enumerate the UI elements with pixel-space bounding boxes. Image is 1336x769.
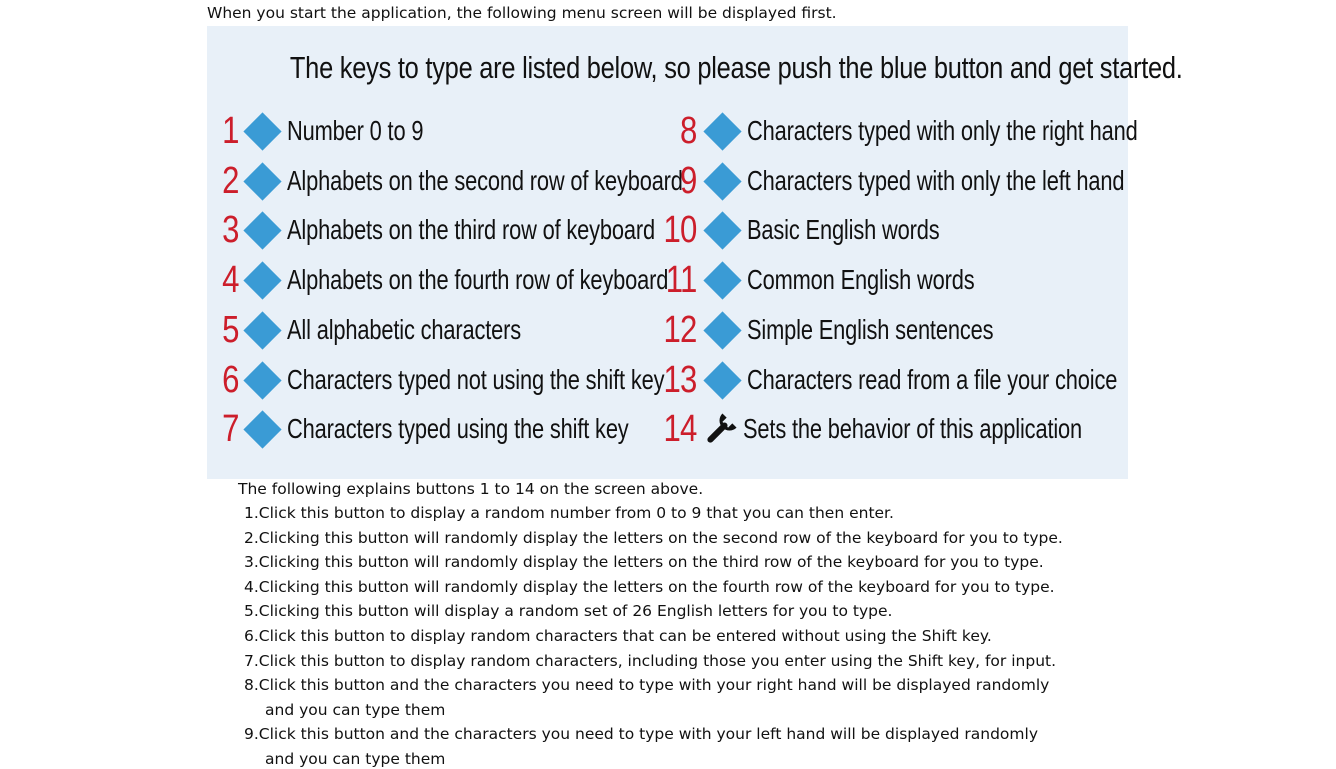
menu-number: 6 [222, 359, 239, 401]
menu-label: Characters typed using the shift key [287, 413, 629, 444]
menu-label: Characters read from a file your choice [747, 364, 1118, 395]
menu-number: 13 [663, 359, 697, 401]
diamond-icon [703, 261, 741, 299]
menu-number: 10 [663, 209, 697, 251]
menu-label: Basic English words [747, 214, 940, 245]
menu-number: 3 [222, 209, 239, 251]
diamond-icon [703, 311, 741, 349]
menu-label: Simple English sentences [747, 314, 994, 345]
menu-number: 9 [679, 160, 697, 202]
menu-screenshot-panel [207, 26, 1183, 479]
menu-button-12[interactable] [651, 308, 1063, 352]
diamond-icon [243, 211, 281, 249]
diamond-icon [243, 410, 281, 448]
menu-label: Number 0 to 9 [287, 115, 424, 146]
diamond-icon [243, 112, 281, 150]
explanation-line: 4.Clicking this button will randomly display the letters on the fourth row of the keyboard for you to type. [244, 578, 1055, 596]
menu-label: Characters typed not using the shift key [287, 364, 665, 395]
explanation-heading: The following explains buttons 1 to 14 on the screen above. [238, 480, 704, 498]
explanation-line: 6.Click this button to display random characters that can be entered without using the Shift key. [244, 627, 992, 645]
menu-number: 12 [663, 309, 697, 351]
menu-label: Sets the behavior of this application [743, 413, 1083, 444]
menu-button-1[interactable] [215, 109, 462, 153]
diamond-icon [703, 162, 741, 200]
explanation-line: 5.Clicking this button will display a random set of 26 English letters for you to type. [244, 602, 893, 620]
explanation-continuation: and you can type them [265, 701, 446, 719]
menu-number: 11 [665, 259, 697, 301]
menu-button-14[interactable] [651, 407, 1178, 451]
explanation-continuation: and you can type them [265, 750, 446, 768]
explanation-line: 9.Click this button and the characters you need to type with your left hand will be displayed randomly [244, 725, 1038, 743]
menu-button-10[interactable] [651, 208, 994, 252]
explanation-line: 7.Click this button to display random characters, including those you enter using the Shift key, for input. [244, 652, 1057, 670]
menu-button-13[interactable] [651, 358, 1222, 402]
menu-button-7[interactable] [215, 407, 725, 451]
menu-button-8[interactable] [651, 109, 1248, 153]
menu-number: 1 [222, 110, 239, 152]
explanation-line: 3.Clicking this button will randomly display the letters on the third row of the keyboard for you to type. [244, 553, 1044, 571]
diamond-icon [243, 162, 281, 200]
menu-button-11[interactable] [651, 258, 1039, 302]
menu-number: 8 [679, 110, 697, 152]
menu-label: Alphabets on the third row of keyboard [287, 214, 656, 245]
menu-headline: The keys to type are listed below, so please push the blue button and get started. [289, 50, 1183, 85]
menu-label: Common English words [747, 264, 975, 295]
menu-button-9[interactable] [651, 159, 1231, 203]
diamond-icon [703, 112, 741, 150]
diamond-icon [703, 211, 741, 249]
menu-label: Characters typed with only the left hand [747, 165, 1125, 196]
menu-number: 4 [222, 259, 239, 301]
menu-label: Alphabets on the second row of keyboard [287, 165, 683, 196]
diamond-icon [243, 361, 281, 399]
explanation-line: 8.Click this button and the characters you need to type with your right hand will be displayed randomly [244, 676, 1050, 694]
menu-number: 7 [222, 408, 239, 450]
menu-label: Alphabets on the fourth row of keyboard [287, 264, 669, 295]
menu-label: Characters typed with only the right hand [747, 115, 1138, 146]
wrench-icon [701, 409, 741, 449]
intro-text: When you start the application, the following menu screen will be displayed first. [207, 4, 837, 22]
menu-number: 14 [663, 408, 697, 450]
menu-button-5[interactable] [215, 308, 587, 352]
menu-number: 5 [222, 309, 239, 351]
menu-label: All alphabetic characters [287, 314, 522, 345]
explanation-line: 1.Click this button to display a random number from 0 to 9 that you can then enter. [244, 504, 894, 522]
menu-number: 2 [222, 160, 239, 202]
diamond-icon [243, 311, 281, 349]
explanation-line: 2.Clicking this button will randomly display the letters on the second row of the keyboard for you to type. [244, 529, 1063, 547]
diamond-icon [243, 261, 281, 299]
diamond-icon [703, 361, 741, 399]
